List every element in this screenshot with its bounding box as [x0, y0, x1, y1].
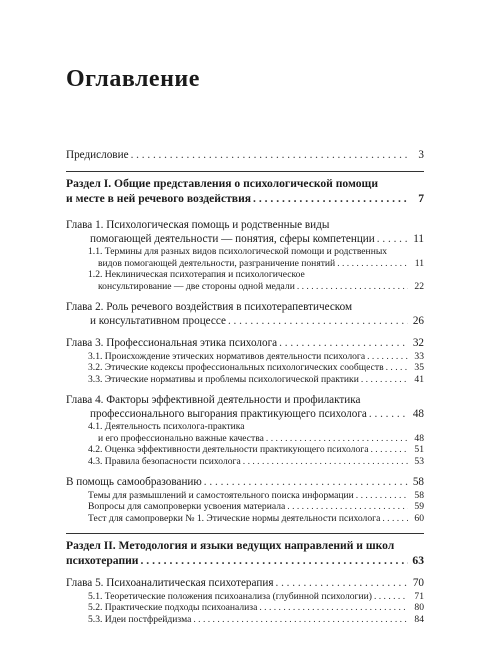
toc-entry-5-2[interactable]: [66, 602, 424, 614]
toc-entry-5-3[interactable]: [66, 614, 424, 626]
page-number: 3: [418, 149, 424, 161]
toc-entry-chapter-4[interactable]: [66, 394, 424, 421]
entry-label: 5.1. Теоретические положения психоанализа (глубинной психологии): [88, 590, 372, 602]
page-number: 33: [414, 350, 424, 362]
toc-entry-4-1[interactable]: [66, 421, 424, 444]
page-number: 22: [414, 280, 424, 292]
toc-entry-3-3[interactable]: [66, 374, 424, 386]
page-number: 58: [412, 476, 424, 488]
entry-label-cont: профессионального выгорания практикующего психолога: [90, 407, 367, 420]
toc-entry-4-2[interactable]: [66, 444, 424, 456]
toc-entry-self-study[interactable]: [66, 476, 424, 490]
dot-leader: [193, 614, 408, 626]
page-number: 32: [412, 337, 424, 349]
dot-leader: [204, 476, 408, 490]
entry-label: Тест для самопроверки № 1. Этические нормы деятельности психолога: [88, 512, 381, 524]
dot-leader: [275, 577, 408, 591]
entry-label: Глава 4. Факторы эффективной деятельности и профилактика: [66, 394, 361, 406]
entry-label-cont: видов помогающей деятельности, разграничение понятий: [98, 257, 336, 269]
page-number: 11: [413, 232, 424, 245]
entry-label: 4.3. Правила безопасности психолога: [88, 455, 241, 467]
entry-label-cont: и его профессионально важные качества: [98, 432, 264, 444]
dot-leader: [382, 513, 408, 525]
toc-entry-1-1[interactable]: [66, 246, 424, 269]
entry-label: Вопросы для самопроверки усвоения материала: [88, 501, 286, 512]
entry-label: 5.3. Идеи постфрейдизма: [88, 613, 192, 625]
page-number: 71: [414, 590, 424, 602]
toc-entry-chapter-3[interactable]: [66, 337, 424, 351]
dot-leader: [266, 433, 408, 445]
page-number: 58: [414, 489, 424, 501]
page-number: 7: [418, 191, 424, 205]
dot-leader: [253, 192, 408, 207]
entry-label: Предисловие: [66, 149, 129, 161]
dot-leader: [279, 337, 408, 351]
toc-entry-5-1[interactable]: [66, 591, 424, 603]
toc-entry-preface[interactable]: [66, 148, 424, 162]
dot-leader: [361, 374, 408, 386]
entry-label: 1.1. Термины для разных видов психологической помощи и родственных: [88, 246, 388, 257]
entry-label: Глава 5. Психоаналитическая психотерапия: [66, 577, 274, 589]
page-number: 11: [414, 257, 424, 269]
page-number: 48: [412, 407, 424, 420]
entry-label: 3.1. Происхождение этических нормативов деятельности психолога: [88, 350, 366, 362]
entry-label: Глава 2. Роль речевого воздействия в психотерапевтическом: [66, 301, 353, 313]
toc-entry-chapter-2[interactable]: [66, 301, 424, 328]
page-number: 41: [414, 373, 424, 385]
page-number: 51: [414, 444, 424, 455]
page-number: 84: [414, 613, 424, 625]
dot-leader: [337, 258, 408, 270]
page-number: 48: [414, 432, 424, 444]
entry-label: Глава 3. Профессиональная этика психолога: [66, 337, 278, 349]
page-number: 53: [414, 455, 424, 467]
page-number: 63: [412, 553, 424, 567]
dot-leader: [377, 233, 408, 247]
dot-leader: [131, 148, 408, 162]
entry-label: Темы для размышлений и самостоятельного поиска информации: [88, 489, 354, 501]
dot-leader: [259, 602, 408, 614]
entry-label: Раздел II. Методология и языки ведущих направлений и школ: [66, 539, 395, 552]
entry-label: Раздел I. Общие представления о психологической помощи: [66, 177, 379, 190]
dot-leader: [297, 281, 408, 293]
dot-leader: [287, 501, 408, 513]
dot-leader: [374, 591, 408, 603]
dot-leader: [243, 456, 408, 468]
toc-entry-chapter-5[interactable]: [66, 577, 424, 591]
entry-label-cont: и консультативном процессе: [90, 314, 226, 327]
page-number: 59: [414, 501, 424, 512]
toc-entry-self-study-topics[interactable]: [66, 490, 424, 502]
entry-label: 5.2. Практические подходы психоанализа: [88, 602, 258, 613]
entry-label-cont: и месте в ней речевого воздействия: [66, 191, 252, 205]
entry-label: 4.2. Оценка эффективности деятельности практикующего психолога: [88, 444, 369, 455]
entry-label: 3.2. Этические кодексы профессиональных психологических сообществ: [88, 362, 384, 373]
page-number: 80: [414, 602, 424, 613]
toc-entry-3-2[interactable]: [66, 362, 424, 374]
entry-label: 3.3. Этические нормативы и проблемы психологической практики: [88, 373, 359, 385]
entry-label: В помощь самообразованию: [66, 476, 202, 488]
toc-entry-4-3[interactable]: [66, 456, 424, 468]
toc-entry-part-2[interactable]: [66, 539, 424, 568]
dot-leader: [356, 490, 408, 502]
page-number: 35: [414, 362, 424, 373]
toc-entry-1-2[interactable]: [66, 269, 424, 292]
dot-leader: [369, 408, 408, 422]
page-title: Оглавление: [66, 66, 200, 92]
toc-entry-chapter-1[interactable]: [66, 219, 424, 246]
entry-label: 4.1. Деятельность психолога-практика: [88, 421, 245, 432]
entry-label: 1.2. Неклиническая психотерапия и психологическое: [88, 269, 305, 280]
table-of-contents: [66, 148, 424, 625]
dot-leader: [370, 444, 408, 456]
entry-label-cont: психотерапии: [66, 553, 139, 567]
page-number: 70: [412, 577, 424, 589]
toc-entry-3-1[interactable]: [66, 351, 424, 363]
page-number: 26: [412, 314, 424, 327]
page-number: 60: [414, 512, 424, 524]
dot-leader: [367, 351, 408, 363]
dot-leader: [228, 315, 408, 329]
toc-entry-self-study-test[interactable]: [66, 513, 424, 525]
entry-label-cont: консультирование — две стороны одной медали: [98, 280, 295, 292]
toc-entry-part-1[interactable]: [66, 177, 424, 206]
dot-leader: [140, 554, 408, 569]
toc-entry-self-study-questions[interactable]: [66, 501, 424, 513]
entry-label-cont: помогающей деятельности — понятия, сферы компетенции: [90, 232, 375, 245]
dot-leader: [386, 362, 408, 374]
entry-label: Глава 1. Психологическая помощь и родственные виды: [66, 219, 330, 231]
